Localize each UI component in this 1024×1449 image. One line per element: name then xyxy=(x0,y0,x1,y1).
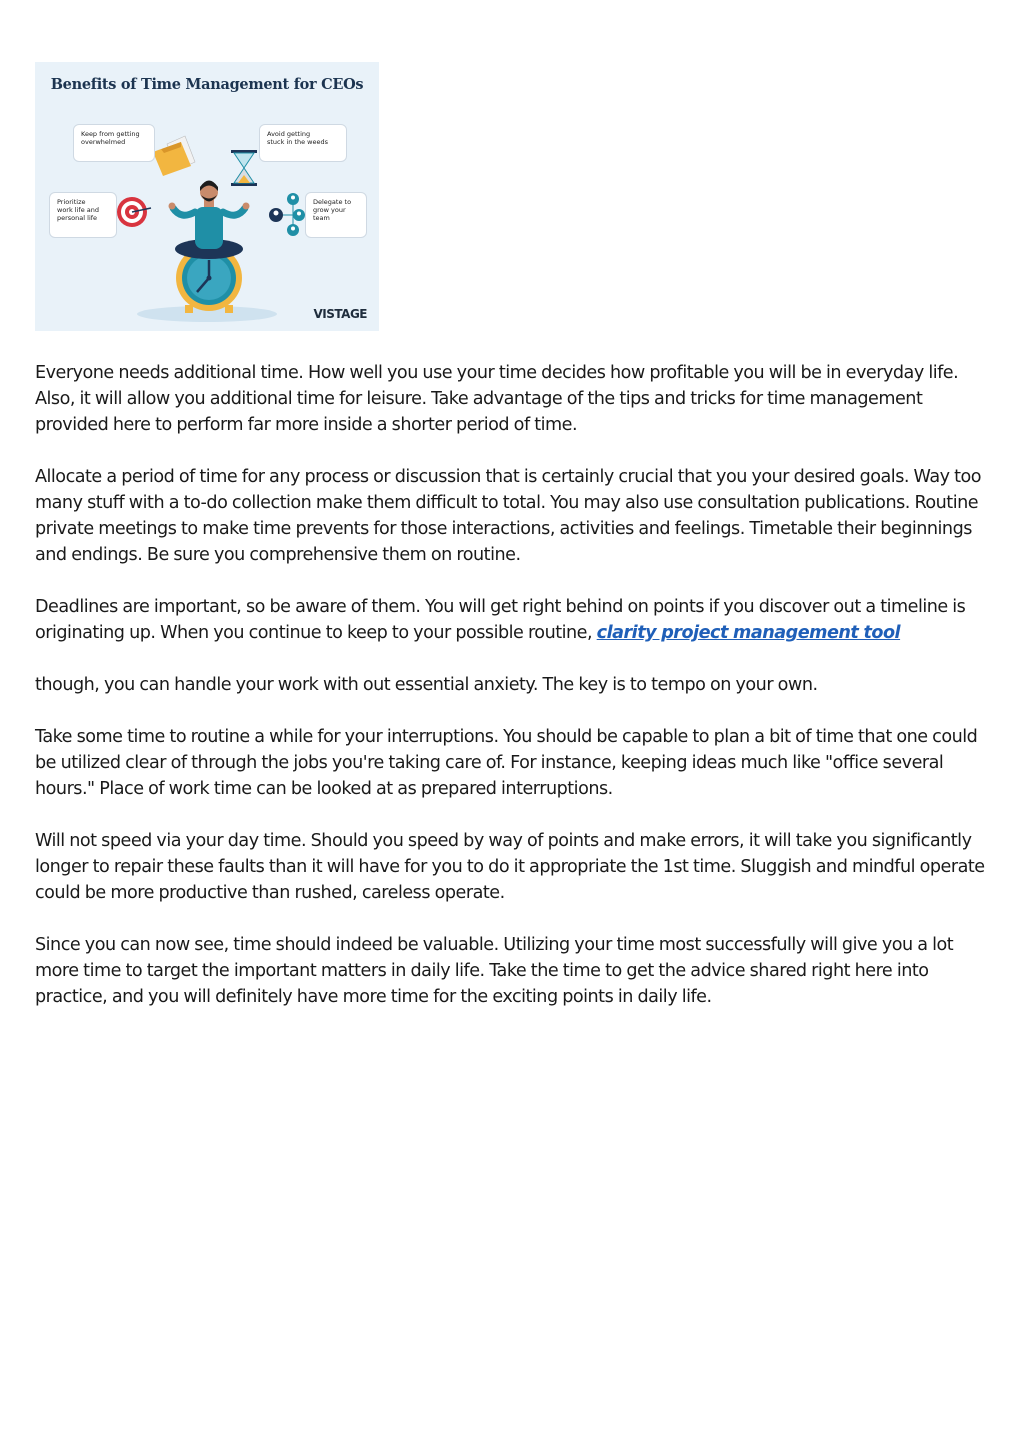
clarity-tool-link[interactable]: clarity project management tool xyxy=(596,623,901,643)
target-icon xyxy=(117,197,151,227)
paragraph-deadlines xyxy=(35,594,985,646)
hourglass-icon xyxy=(231,150,257,186)
benefit-card-keep: Keep from getting overwhelmed xyxy=(73,124,155,162)
meditating-person-icon xyxy=(169,181,250,260)
folder-icon xyxy=(153,136,195,176)
infographic-title: Benefits of Time Management for CEOs xyxy=(50,76,364,93)
benefit-card-avoid: Avoid getting stuck in the weeds xyxy=(259,124,347,162)
paragraph: Everyone needs additional time. How well you use your time decides how profitable you will be in everyday life. Also, it will allow you additional time for leisure. Take advantage of the tips and tricks for time management provided here to perform far more inside a shorter period of time. xyxy=(35,363,959,435)
benefit-card-prioritize: Prioritize work life and personal life xyxy=(49,192,117,238)
benefit-card-delegate: Delegate to grow your team xyxy=(305,192,367,238)
article-body xyxy=(35,360,985,1010)
paragraph-text: Deadlines are important, so be aware of them. You will get right behind on points if you discover out a timeline is originating up. When you continue to keep to your possible routine, xyxy=(35,597,966,643)
paragraph: Allocate a period of time for any process or discussion that is certainly crucial that you your desired goals. Way too many stuff with a to-do collection make them difficult to total. You may also use consultation publications. Routine private meetings to make time prevents for those interactions, activities and feelings. Timetable their beginnings and endings. Be sure you comprehensive them on routine. xyxy=(35,467,982,565)
team-network-icon xyxy=(269,193,305,236)
vistage-logo: VISTAGE xyxy=(313,307,367,321)
paragraph: though, you can handle your work with out essential anxiety. The key is to tempo on your own. xyxy=(35,675,818,695)
infographic-image xyxy=(35,62,379,331)
paragraph: Will not speed via your day time. Should you speed by way of points and make errors, it will take you significantly longer to repair these faults than it will have for you to do it appropriate the 1st time. Sluggish and mindful operate could be more productive than rushed, careless operate. xyxy=(35,831,985,903)
paragraph: Take some time to routine a while for your interruptions. You should be capable to plan a bit of time that one could be utilized clear of through the jobs you're taking care of. For instance, keeping ideas much like "office several hours." Place of work time can be looked at as prepared interruptions. xyxy=(35,727,978,799)
paragraph: Since you can now see, time should indeed be valuable. Utilizing your time most successfully will give you a lot more time to target the important matters in daily life. Take the time to get the advice shared right here into practice, and you will definitely have more time for the exciting points in daily life. xyxy=(35,935,954,1007)
page xyxy=(35,62,985,1036)
